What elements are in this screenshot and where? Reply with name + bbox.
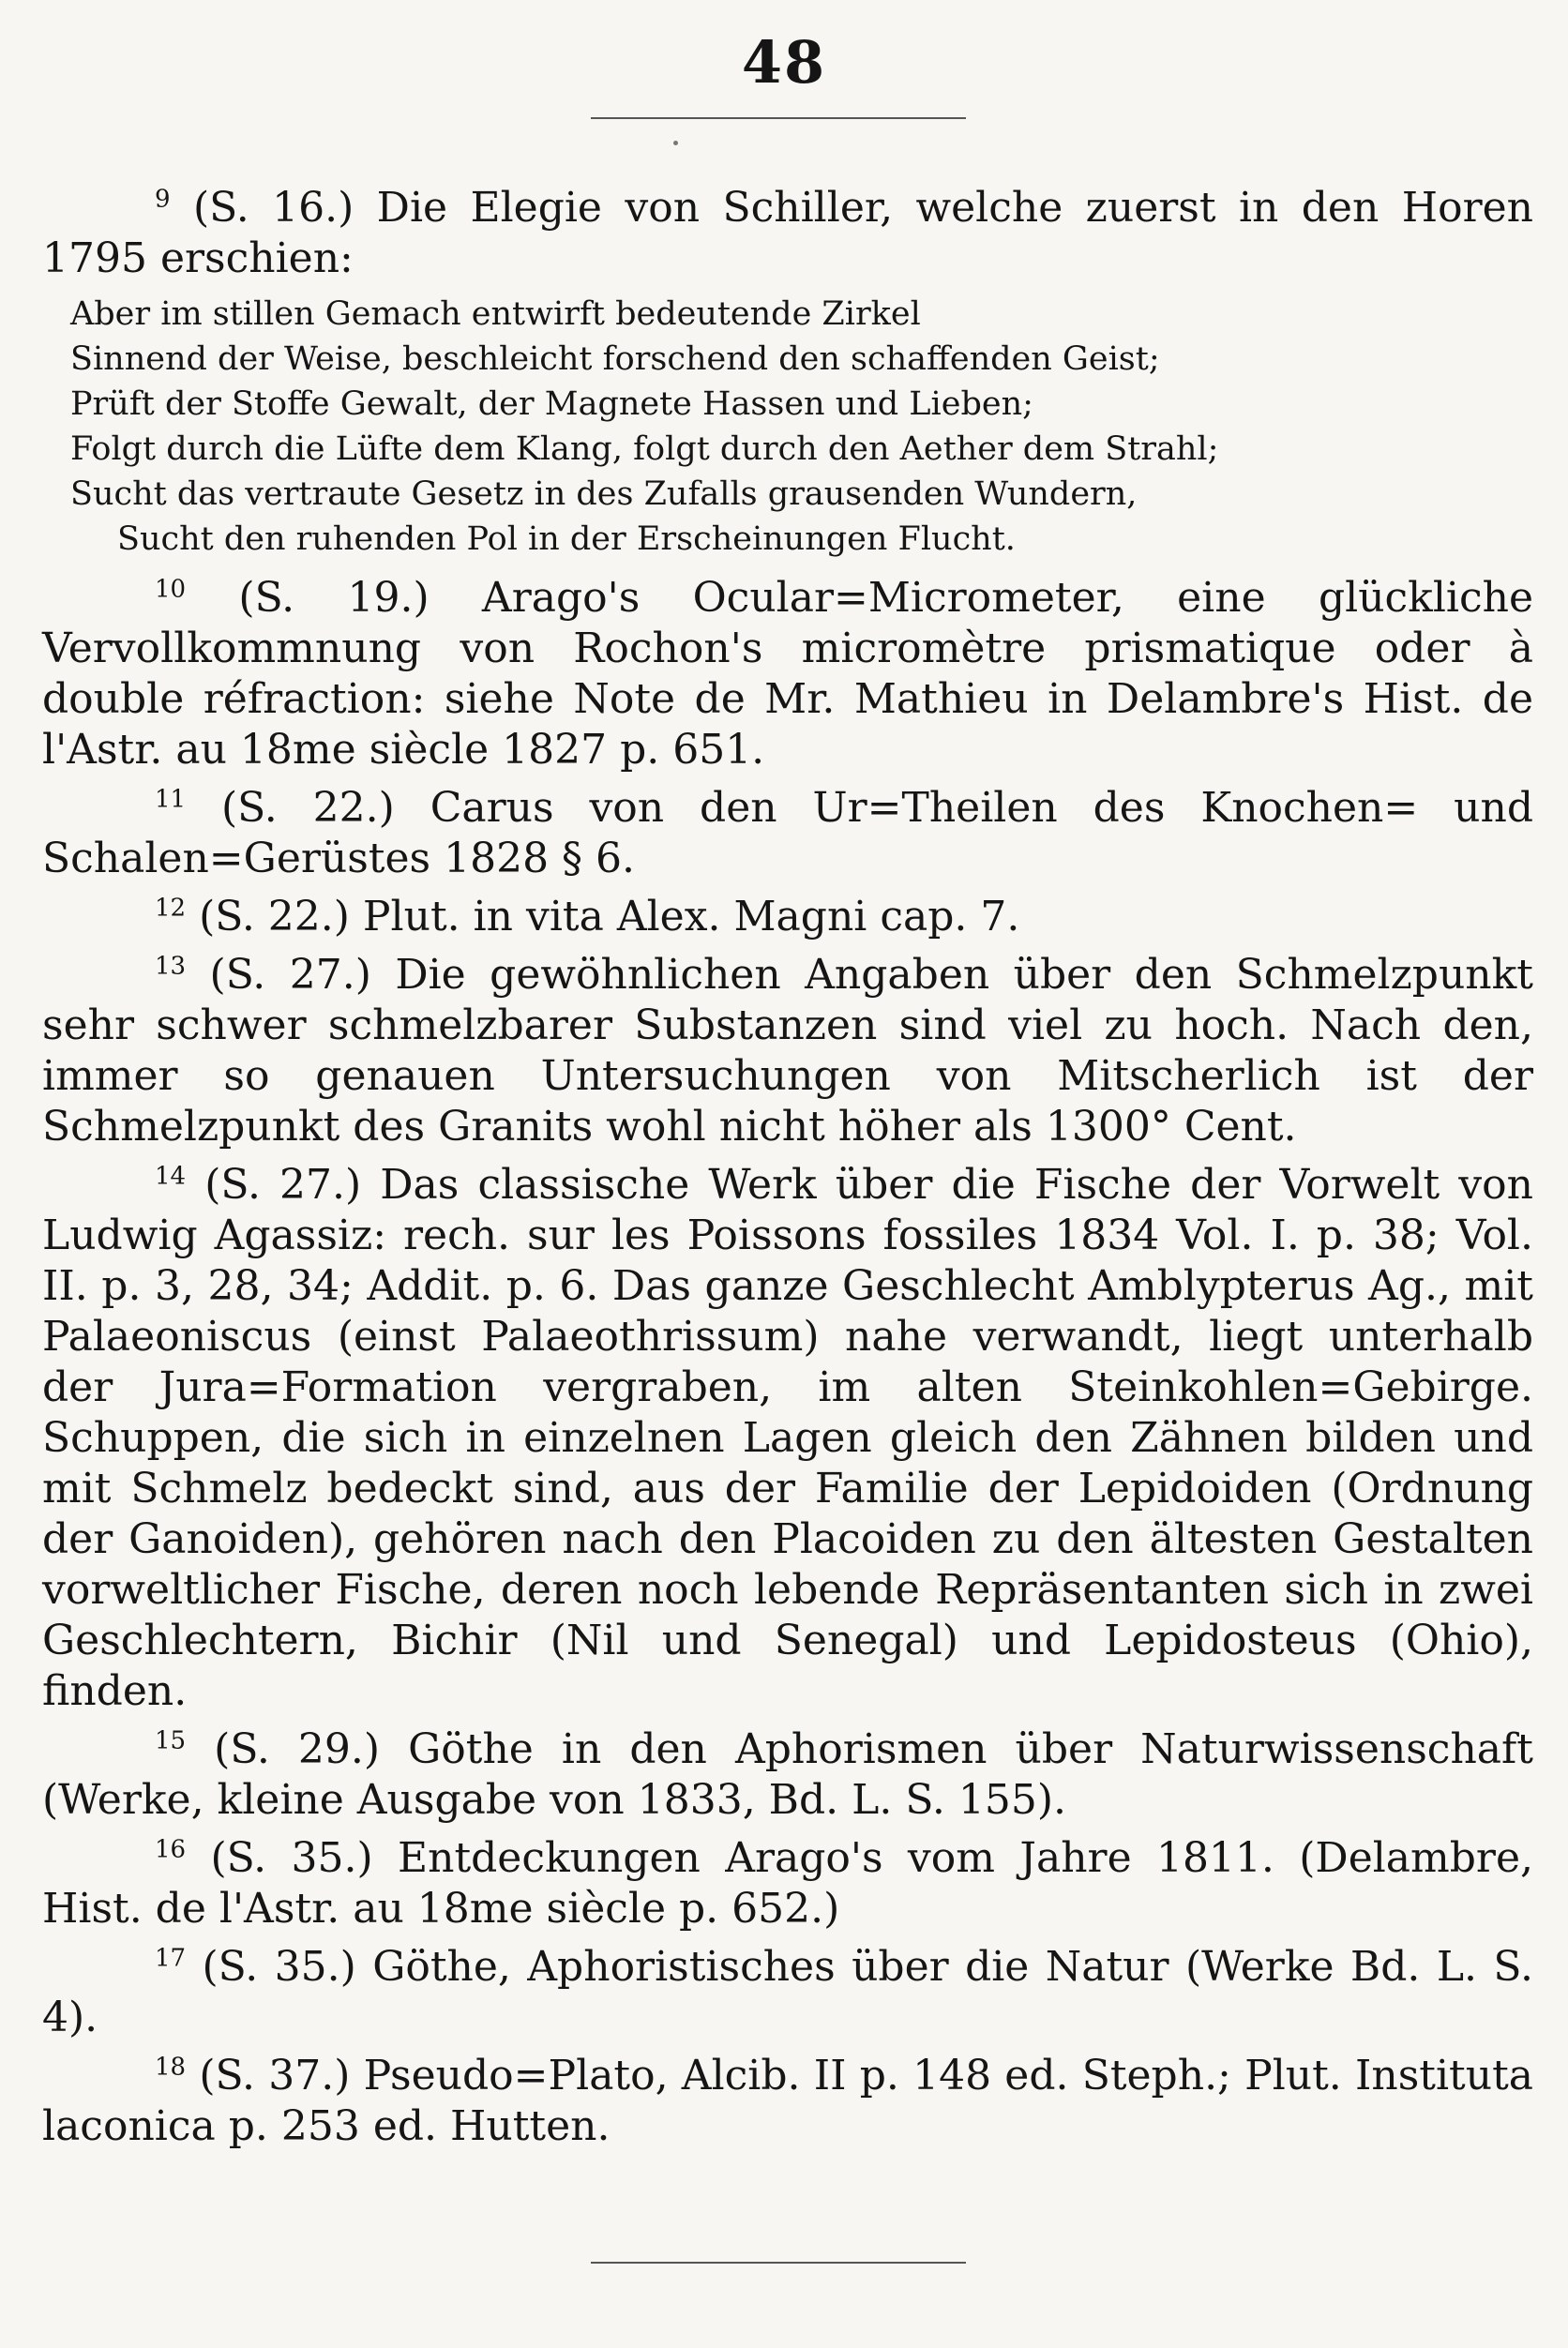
print-dot — [673, 141, 678, 145]
footnote-14 — [42, 1160, 1533, 1717]
footnote-text: (S. 19.) Arago's Ocular=Micrometer, eine glückliche Vervollkommnung von Rochon's micromètre prismatique oder à double réfraction: siehe Note de Mr. Mathieu in Delambre's Hist. de l'Astr. au 18me siècle 1827 p. 651. — [42, 574, 1533, 774]
footnote-text: (S. 35.) Entdeckungen Arago's vom Jahre 1811. (Delambre, Hist. de l'Astr. au 18me siècle p. 652.) — [42, 1834, 1533, 1933]
footnote-11 — [42, 783, 1533, 884]
poem-line: Sucht den ruhenden Pol in der Erscheinungen Flucht. — [117, 520, 1016, 558]
footnote-number: 15 — [155, 1726, 187, 1755]
footnote-15 — [42, 1724, 1533, 1826]
footnote-17 — [42, 1942, 1533, 2043]
poem-line: Sucht das vertraute Gesetz in des Zufalls grausenden Wundern, — [70, 475, 1138, 513]
footnote-number: 13 — [155, 952, 187, 981]
footnote-number: 14 — [155, 1162, 187, 1191]
footnote-number: 12 — [155, 894, 187, 923]
footnote-text: (S. 27.) Die gewöhnlichen Angaben über den Schmelzpunkt sehr schwer schmelzbarer Substanzen sind viel zu hoch. Nach den, immer so genauen Untersuchungen von Mitscherlich ist der Schmelzpunkt des Granits wohl nicht höher als 1300° Cent. — [42, 951, 1533, 1151]
footnote-12 — [42, 892, 1533, 942]
poem-line: Prüft der Stoffe Gewalt, der Magnete Hassen und Lieben; — [70, 385, 1033, 423]
footnote-10 — [42, 573, 1533, 775]
footnote-text: (S. 22.) Plut. in vita Alex. Magni cap. 7. — [199, 893, 1020, 941]
poem-line: Folgt durch die Lüfte dem Klang, folgt durch den Aether dem Strahl; — [70, 430, 1219, 468]
footnote-text: (S. 35.) Göthe, Aphoristisches über die Natur (Werke Bd. L. S. 4). — [42, 1943, 1533, 2041]
footnote-number: 11 — [155, 785, 187, 814]
footnotes — [42, 183, 1533, 2160]
top-rule — [591, 117, 966, 119]
poem-line: Sinnend der Weise, beschleicht forschend den schaffenden Geist; — [70, 340, 1160, 378]
footnote-13 — [42, 950, 1533, 1152]
footnote-text: (S. 27.) Das classische Werk über die Fische der Vorwelt von Ludwig Agassiz: rech. sur les Poissons fossiles 1834 Vol. I. p. 38; Vol. II. p. 3, 28, 34; Addit. p. 6. Das ganze Geschlecht Amblypterus Ag., mit Palaeoniscus (einst Palaeothrissum) nahe verwandt, liegt unterhalb der Jura=Formation vergraben, im alten Steinkohlen=Gebirge. Schuppen, die sich in einzelnen Lagen gleich den Zähnen bilden und mit Schmelz bedeckt sind, aus der Familie der Lepidoiden (Ordnung der Ganoiden), gehören nach den Placoiden zu den ältesten Gestalten vorweltlicher Fische, deren noch lebende Repräsentanten sich in zwei Geschlechtern, Bichir (Nil und Senegal) und Lepidosteus (Ohio), finden. — [42, 1161, 1533, 1715]
footnote-number: 17 — [155, 1944, 187, 1973]
footnote-number: 9 — [155, 185, 171, 214]
poem-quote — [70, 292, 1533, 562]
bottom-rule — [591, 2262, 966, 2264]
footnote-text: (S. 22.) Carus von den Ur=Theilen des Knochen= und Schalen=Gerüstes 1828 § 6. — [42, 784, 1533, 882]
footnote-text: (S. 37.) Pseudo=Plato, Alcib. II p. 148 ed. Steph.; Plut. Instituta laconica p. 253 ed. Hutten. — [42, 2052, 1533, 2150]
footnote-9 — [42, 183, 1533, 284]
page-number: 48 — [741, 28, 827, 97]
footnote-text: (S. 16.) Die Elegie von Schiller, welche zuerst in den Horen 1795 erschien: — [42, 184, 1533, 282]
footnote-number: 18 — [155, 2053, 187, 2082]
footnote-16 — [42, 1833, 1533, 1934]
footnote-18 — [42, 2051, 1533, 2152]
footnote-text: (S. 29.) Göthe in den Aphorismen über Naturwissenschaft (Werke, kleine Ausgabe von 1833, Bd. L. S. 155). — [42, 1725, 1533, 1824]
poem-line: Aber im stillen Gemach entwirft bedeutende Zirkel — [70, 295, 921, 333]
footnote-number: 10 — [155, 575, 187, 604]
footnote-number: 16 — [155, 1835, 187, 1864]
